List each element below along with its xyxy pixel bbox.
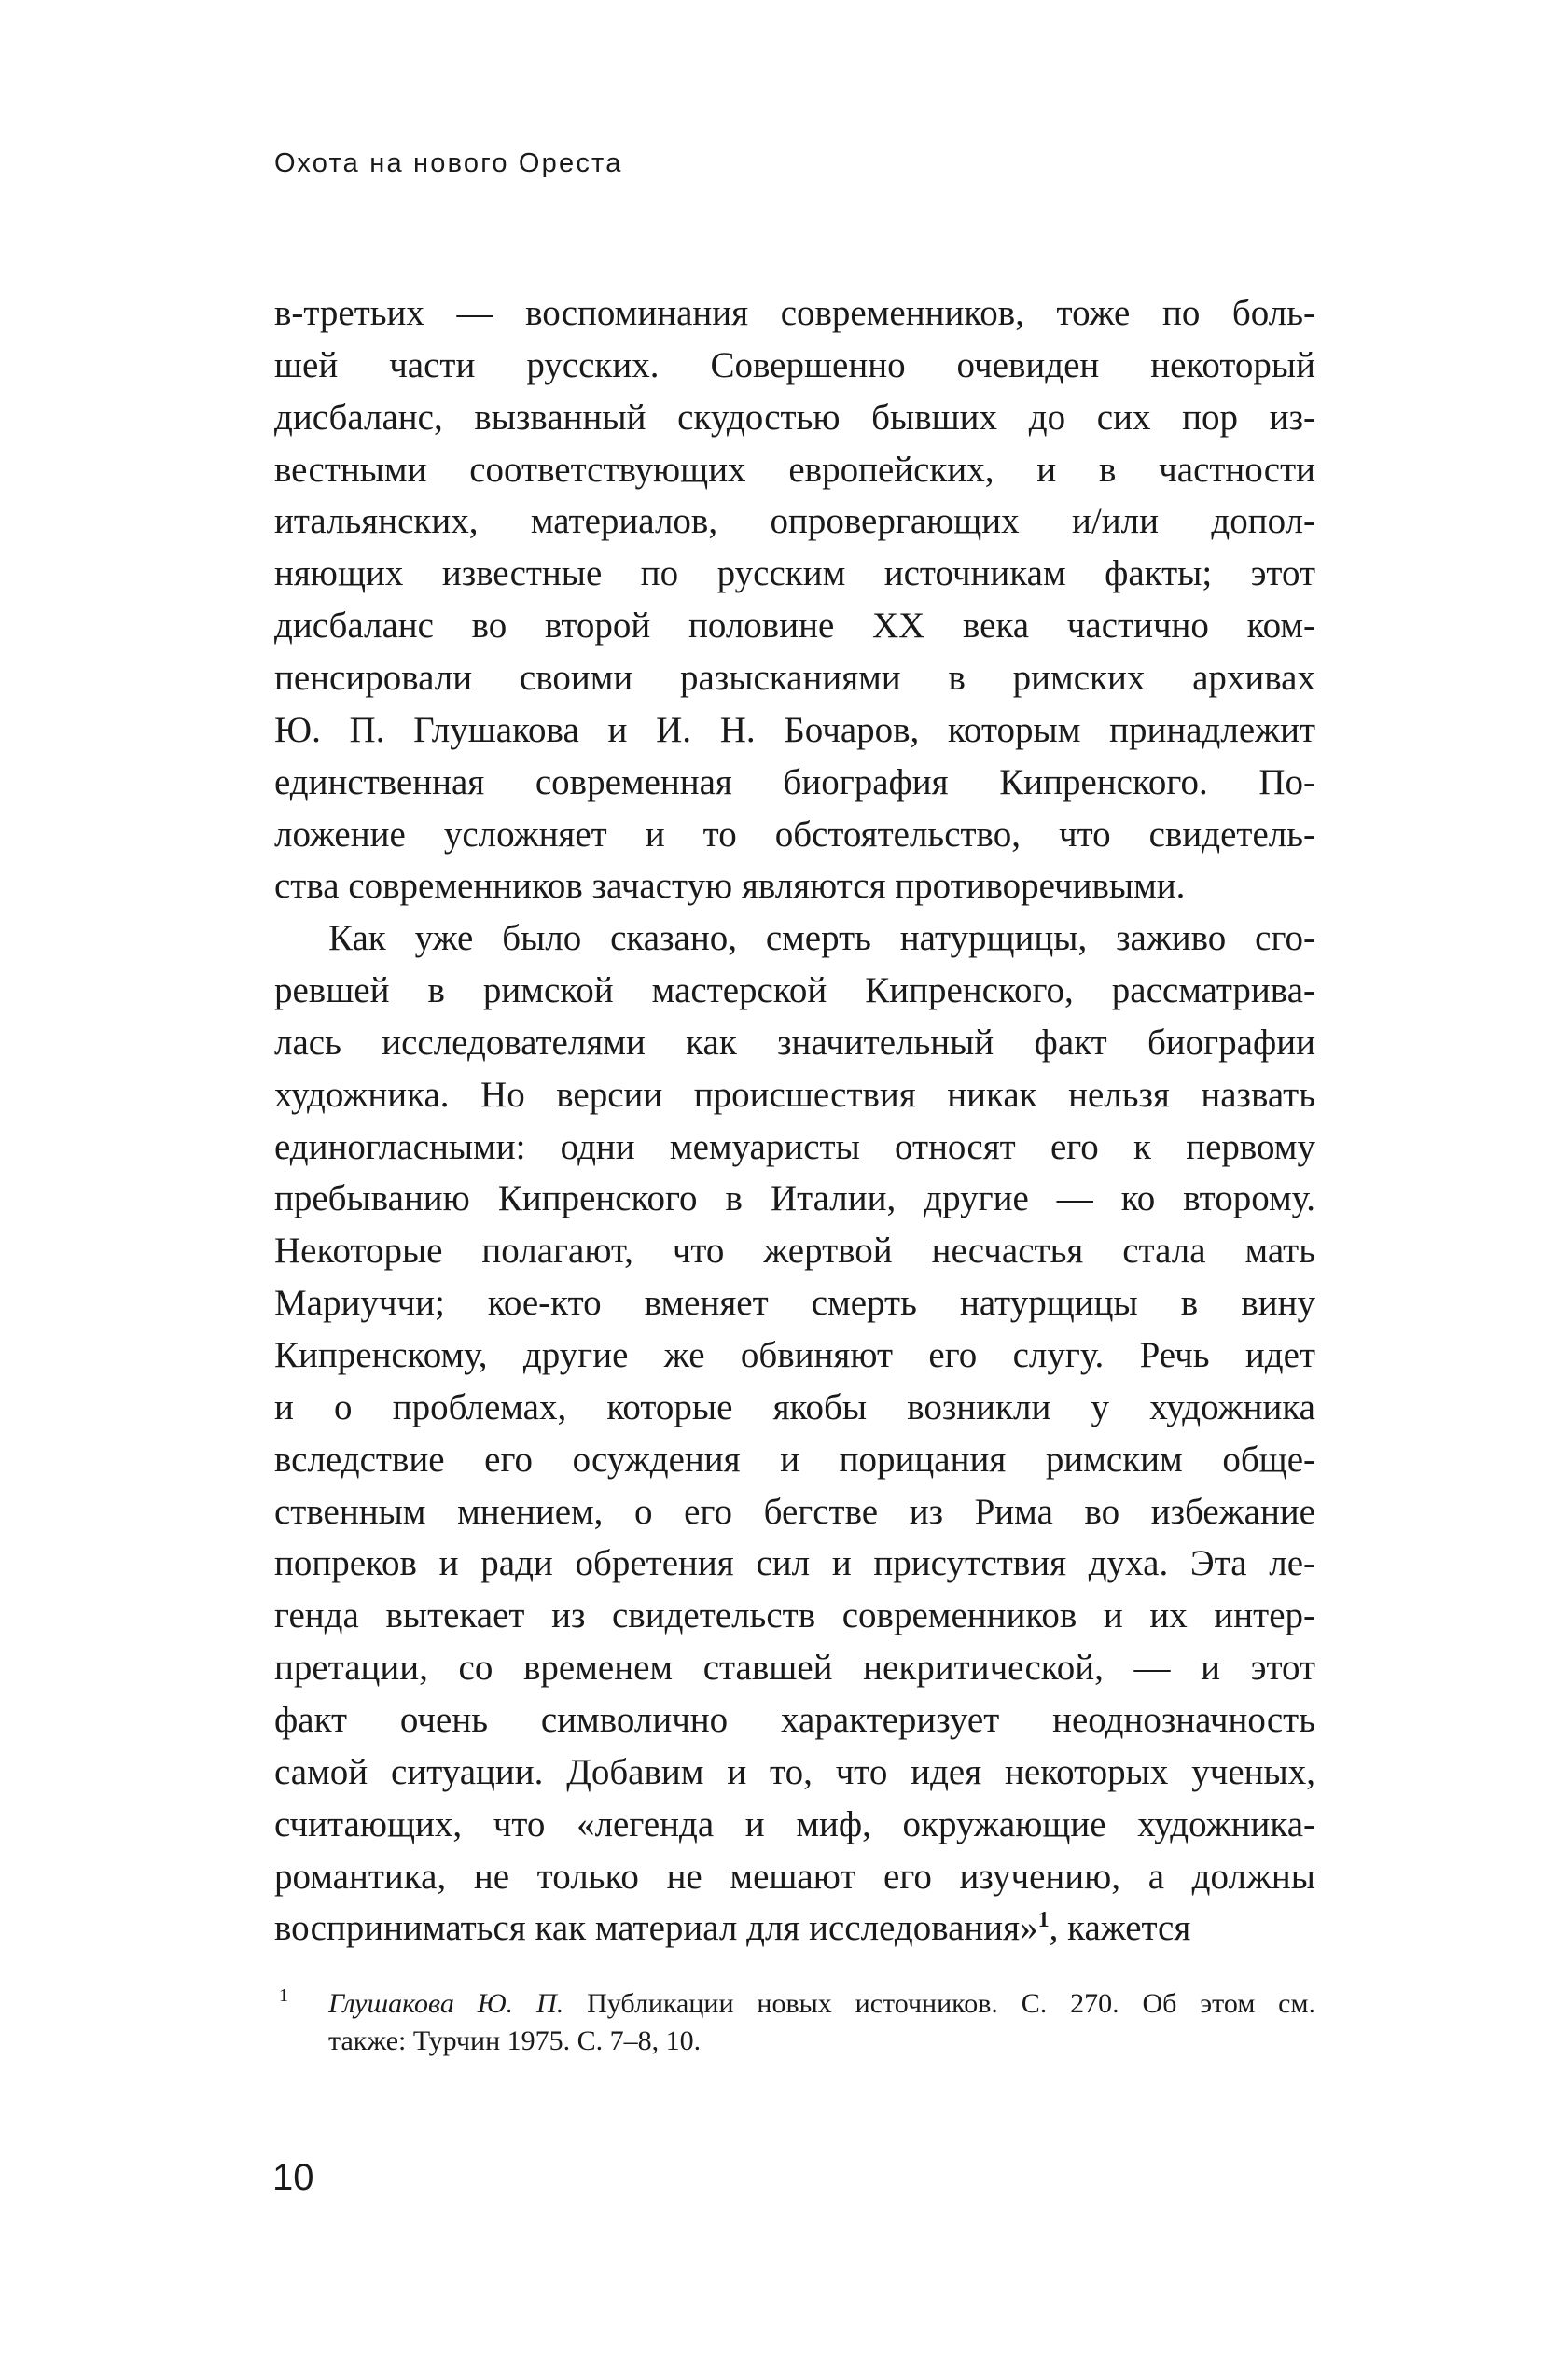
text-segment: , кажется bbox=[1049, 1908, 1191, 1949]
text-line: и о проблемах, которые якобы возникли у художника bbox=[274, 1386, 1315, 1427]
text-line: генда вытекает из свидетельств современников и их интер- bbox=[274, 1595, 1315, 1636]
text-line: ложение усложняет и то обстоятельство, что свидетель- bbox=[274, 814, 1315, 855]
footnote-marker: 1 bbox=[279, 1985, 288, 2006]
text-line: единственная современная биография Кипренского. По- bbox=[274, 761, 1315, 802]
text-line: художника. Но версии происшествия никак нельзя назвать bbox=[274, 1074, 1315, 1115]
page-number: 10 bbox=[272, 2157, 314, 2198]
text-line: вследствие его осуждения и порицания римским обще- bbox=[274, 1439, 1315, 1480]
text-line: ревшей в римской мастерской Кипренского, рассматрива- bbox=[274, 970, 1315, 1011]
text-line: дисбаланс во второй половине XX века частично ком- bbox=[274, 605, 1315, 647]
footnote-reference[interactable]: 1 bbox=[1037, 1908, 1050, 1933]
text-line: Как уже было сказано, смерть натурщицы, заживо сго- bbox=[328, 918, 1315, 959]
text-line: претации, со временем ставшей некритической, — и этот bbox=[274, 1648, 1315, 1689]
text-line: Ю. П. Глушакова и И. Н. Бочаров, которым принадлежит bbox=[274, 709, 1315, 750]
text-line: Мариуччи; кое-кто вменяет смерть натурщицы в вину bbox=[274, 1283, 1315, 1324]
text-line: шей части русских. Совершенно очевиден некоторый bbox=[274, 344, 1315, 385]
text-line: самой ситуации. Добавим и то, что идея некоторых ученых, bbox=[274, 1751, 1315, 1792]
footnote-author: Глушакова Ю. П. bbox=[328, 1988, 564, 2019]
text-line bbox=[274, 1902, 1315, 1955]
text-line: ства современников зачастую являются противоречивыми. bbox=[274, 866, 1186, 907]
text-line: пенсировали своими разысканиями в римских архивах bbox=[274, 657, 1315, 698]
text-line: Некоторые полагают, что жертвой несчастья стала мать bbox=[274, 1231, 1315, 1272]
text-line: итальянских, материалов, опровергающих и/или допол- bbox=[274, 501, 1315, 542]
text-line: попреков и ради обретения сил и присутствия духа. Эта ле- bbox=[274, 1543, 1315, 1584]
text-line: няющих известные по русским источникам факты; этот bbox=[274, 553, 1315, 594]
footnote-line bbox=[328, 1985, 1315, 2023]
running-header: Охота на нового Ореста bbox=[274, 148, 623, 178]
footnote-text: Публикации новых источников. С. 270. Об этом см. bbox=[563, 1988, 1315, 2019]
text-line: ственным мнением, о его бегстве из Рима во избежание bbox=[274, 1491, 1315, 1532]
text-line: вестными соответствующих европейских, и в частности bbox=[274, 449, 1315, 490]
text-line: дисбаланс, вызванный скудостью бывших до сих пор из- bbox=[274, 397, 1315, 438]
text-segment: восприниматься как материал для исследования» bbox=[274, 1908, 1038, 1949]
text-line: в-третьих — воспоминания современников, тоже по боль- bbox=[274, 293, 1315, 333]
text-line: Кипренскому, другие же обвиняют его слугу. Речь идет bbox=[274, 1335, 1315, 1375]
text-line: лась исследователями как значительный факт биографии bbox=[274, 1022, 1315, 1063]
text-line: считающих, что «легенда и миф, окружающие художника- bbox=[274, 1803, 1315, 1844]
text-line: пребыванию Кипренского в Италии, другие — ко второму. bbox=[274, 1178, 1315, 1219]
text-line: единогласными: одни мемуаристы относят его к первому bbox=[274, 1126, 1315, 1167]
text-line: романтика, не только не мешают его изучению, а должны bbox=[274, 1856, 1315, 1897]
text-line: факт очень символично характеризует неоднозначность bbox=[274, 1699, 1315, 1740]
footnote-line: также: Турчин 1975. С. 7–8, 10. bbox=[328, 2025, 702, 2056]
